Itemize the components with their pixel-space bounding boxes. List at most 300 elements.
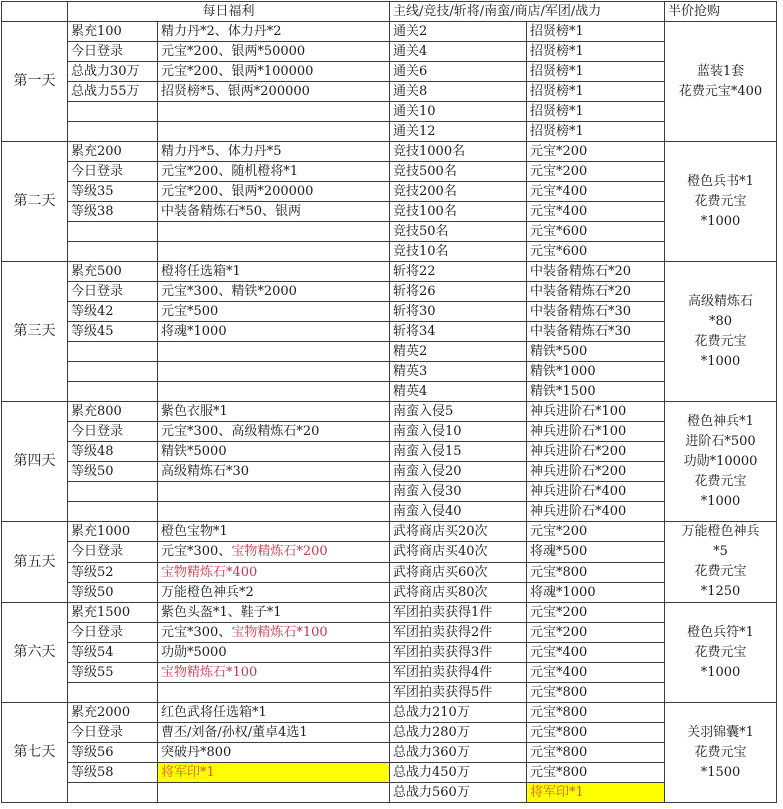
reward-text: 元宝*200、银两*50000 [161, 44, 306, 59]
main-reward [527, 22, 665, 42]
table-row [2, 102, 777, 122]
table-row [2, 362, 777, 382]
daily-condition [68, 242, 158, 262]
daily-reward [158, 202, 390, 222]
half-price-line: 橙色神兵*1 [687, 413, 754, 429]
table-row [2, 122, 777, 142]
half-price-line: *1000 [700, 664, 741, 680]
reward-text: 元宝*300、 [161, 625, 232, 640]
main-reward [527, 763, 665, 783]
half-price-line: 蓝装1套 [696, 63, 745, 79]
main-reward-text: 招贤榜*1 [530, 104, 584, 119]
main-reward-text: 招贤榜*1 [530, 64, 584, 79]
daily-condition: 累充100 [68, 22, 158, 42]
reward-text: 功勋*5000 [161, 645, 227, 660]
main-reward [527, 162, 665, 182]
main-condition: 南蛮入侵20 [390, 462, 527, 482]
main-reward-text: 元宝*800 [530, 705, 588, 720]
table-row [2, 502, 777, 522]
rewards-sheet [1, 1, 776, 807]
half-price-line: 橙色兵符*1 [687, 624, 754, 640]
main-reward-text: 招贤榜*1 [530, 124, 584, 139]
main-reward [527, 783, 665, 803]
main-reward [527, 322, 665, 342]
table-row [2, 783, 777, 803]
main-condition: 总战力560万 [390, 783, 527, 803]
table-row [2, 162, 777, 182]
reward-text: 宝物精炼石*100 [231, 625, 328, 640]
main-reward [527, 382, 665, 402]
half-price-line: 花费元宝 [694, 564, 747, 579]
daily-reward [158, 82, 390, 102]
table-row [2, 142, 777, 162]
daily-condition: 等级50 [68, 462, 158, 482]
half-price-reward [665, 703, 777, 803]
day-label: 第一天 [2, 22, 68, 142]
half-price-reward [665, 22, 777, 142]
main-reward-text: 元宝*400 [530, 184, 588, 199]
table-row [2, 643, 777, 663]
main-condition: 军团拍卖获得4件 [390, 663, 527, 683]
daily-reward [158, 643, 390, 663]
main-condition: 斩将34 [390, 322, 527, 342]
main-condition: 精英4 [390, 382, 527, 402]
table-row [2, 562, 777, 582]
reward-text: 元宝*300、 [161, 544, 232, 560]
daily-condition: 累充1500 [68, 603, 158, 623]
main-reward-text: 元宝*800 [530, 725, 588, 740]
main-reward [527, 122, 665, 142]
main-reward-text: 元宝*800 [530, 745, 588, 760]
daily-condition [68, 683, 158, 703]
reward-text: 橙色宝物*1 [161, 524, 228, 540]
main-reward-text: 元宝*400 [530, 665, 588, 680]
header-daily: 每日福利 [68, 2, 390, 22]
main-condition: 总战力360万 [390, 743, 527, 763]
main-condition: 总战力210万 [390, 703, 527, 723]
main-reward-text: 元宝*800 [530, 765, 588, 780]
daily-reward [158, 783, 390, 803]
daily-condition: 今日登录 [68, 623, 158, 643]
reward-text: 将魂*1000 [161, 324, 227, 339]
reward-text: 将军印*1 [161, 765, 215, 780]
table-row [2, 342, 777, 362]
half-price-reward [665, 522, 777, 603]
main-condition: 军团拍卖获得3件 [390, 643, 527, 663]
reward-text: 元宝*200、银两*100000 [161, 64, 314, 79]
reward-text: 宝物精炼石*200 [231, 544, 328, 560]
day-label: 第三天 [2, 262, 68, 402]
table-row [2, 222, 777, 242]
half-price-line: 万能橙色神兵 [681, 524, 760, 539]
day-label: 第六天 [2, 603, 68, 703]
main-reward-text: 元宝*800 [530, 564, 588, 580]
main-reward [527, 703, 665, 723]
main-condition: 武将商店买60次 [390, 562, 527, 582]
reward-text: 精铁*5000 [161, 444, 227, 459]
daily-reward [158, 22, 390, 42]
main-condition: 武将商店买20次 [390, 522, 527, 542]
daily-reward [158, 442, 390, 462]
reward-text: 元宝*200、银两*200000 [161, 184, 314, 199]
half-price-line: *1000 [700, 353, 741, 369]
daily-condition: 等级52 [68, 562, 158, 582]
table-row [2, 22, 777, 42]
main-reward-text: 元宝*600 [530, 224, 588, 239]
rewards-table [1, 1, 777, 803]
main-reward-text: 将军印*1 [530, 785, 584, 800]
main-condition: 竞技200名 [390, 182, 527, 202]
daily-reward [158, 162, 390, 182]
main-reward-text: 将魂*1000 [530, 584, 596, 600]
main-reward [527, 482, 665, 502]
table-row [2, 262, 777, 282]
main-condition: 总战力280万 [390, 723, 527, 743]
daily-reward [158, 462, 390, 482]
main-reward [527, 202, 665, 222]
half-price-reward [665, 603, 777, 703]
half-price-line: 花费元宝 [694, 644, 747, 660]
table-row [2, 663, 777, 683]
main-reward [527, 663, 665, 683]
daily-condition: 等级56 [68, 743, 158, 763]
daily-reward [158, 42, 390, 62]
daily-condition: 等级45 [68, 322, 158, 342]
daily-reward [158, 262, 390, 282]
half-price-line: *1500 [700, 764, 741, 780]
table-row [2, 582, 777, 602]
main-reward-text: 招贤榜*1 [530, 84, 584, 99]
daily-reward [158, 322, 390, 342]
main-reward [527, 282, 665, 302]
main-reward-text: 中装备精炼石*20 [530, 264, 632, 279]
half-price-line: 花费元宝 [694, 333, 747, 349]
main-condition: 总战力450万 [390, 763, 527, 783]
day-label: 第五天 [2, 522, 68, 603]
header-row [2, 2, 777, 22]
table-row [2, 723, 777, 743]
main-reward-text: 元宝*200 [530, 625, 588, 640]
main-condition: 南蛮入侵30 [390, 482, 527, 502]
daily-condition [68, 362, 158, 382]
main-reward [527, 442, 665, 462]
daily-condition: 等级54 [68, 643, 158, 663]
main-reward [527, 222, 665, 242]
main-reward [527, 643, 665, 663]
daily-reward [158, 222, 390, 242]
main-condition: 精英3 [390, 362, 527, 382]
daily-reward [158, 502, 390, 522]
half-price-line: *1250 [700, 584, 741, 599]
half-price-reward [665, 142, 777, 262]
header-corner [2, 2, 68, 22]
daily-reward [158, 342, 390, 362]
main-reward [527, 582, 665, 602]
daily-condition: 等级35 [68, 182, 158, 202]
table-row [2, 623, 777, 643]
daily-reward [158, 482, 390, 502]
main-reward-text: 元宝*400 [530, 204, 588, 219]
daily-condition [68, 342, 158, 362]
daily-condition: 今日登录 [68, 42, 158, 62]
main-condition: 斩将26 [390, 282, 527, 302]
main-condition: 武将商店买40次 [390, 542, 527, 562]
table-row [2, 763, 777, 783]
main-condition: 竞技1000名 [390, 142, 527, 162]
daily-condition: 等级42 [68, 302, 158, 322]
reward-text: 宝物精炼石*100 [161, 665, 258, 680]
daily-reward [158, 582, 390, 602]
main-condition: 军团拍卖获得5件 [390, 683, 527, 703]
main-reward-text: 精铁*1500 [530, 384, 596, 399]
daily-reward [158, 422, 390, 442]
half-price-line: *80 [708, 313, 733, 329]
half-price-line: 橙色兵书*1 [687, 173, 754, 189]
reward-text: 紫色头盔*1、鞋子*1 [161, 605, 282, 620]
main-reward-text: 精铁*500 [530, 344, 588, 359]
daily-condition: 今日登录 [68, 723, 158, 743]
main-reward [527, 242, 665, 262]
main-condition: 通关8 [390, 82, 527, 102]
half-price-line: 花费元宝*400 [678, 83, 763, 99]
main-reward [527, 502, 665, 522]
main-reward [527, 302, 665, 322]
daily-condition: 累充200 [68, 142, 158, 162]
main-reward [527, 182, 665, 202]
table-row [2, 703, 777, 723]
main-reward [527, 422, 665, 442]
main-condition: 武将商店买80次 [390, 582, 527, 602]
daily-reward [158, 142, 390, 162]
reward-text: 宝物精炼石*400 [161, 564, 258, 580]
reward-text: 元宝*200、随机橙将*1 [161, 164, 299, 179]
main-reward [527, 42, 665, 62]
daily-reward [158, 663, 390, 683]
table-row [2, 302, 777, 322]
half-price-line: *5 [713, 544, 728, 559]
daily-reward [158, 282, 390, 302]
main-condition: 军团拍卖获得2件 [390, 623, 527, 643]
reward-text: 橙将任选箱*1 [161, 264, 241, 279]
reward-text: 元宝*300、高级精炼石*20 [161, 424, 320, 439]
main-reward-text: 中装备精炼石*20 [530, 284, 632, 299]
reward-text: 曹丕/刘备/孙权/董卓4选1 [161, 725, 308, 740]
daily-condition: 累充800 [68, 402, 158, 422]
daily-reward [158, 242, 390, 262]
half-price-line: 花费元宝 [694, 473, 747, 489]
daily-condition: 总战力30万 [68, 62, 158, 82]
reward-text: 元宝*300、精铁*2000 [161, 284, 297, 299]
main-reward [527, 342, 665, 362]
daily-condition: 等级58 [68, 763, 158, 783]
daily-condition [68, 222, 158, 242]
daily-reward [158, 743, 390, 763]
main-reward-text: 神兵进阶石*100 [530, 404, 627, 419]
main-reward-text: 元宝*200 [530, 524, 588, 540]
half-price-line: 进阶石*500 [685, 433, 756, 449]
reward-text: 红色武将任选箱*1 [161, 705, 267, 720]
main-condition: 南蛮入侵10 [390, 422, 527, 442]
table-row [2, 202, 777, 222]
main-reward-text: 元宝*800 [530, 685, 588, 700]
main-condition: 竞技50名 [390, 222, 527, 242]
reward-text: 中装备精炼石*50、银两 [161, 204, 302, 219]
main-condition: 竞技100名 [390, 202, 527, 222]
reward-text: 精力丹*5、体力丹*5 [161, 144, 282, 159]
main-condition: 南蛮入侵15 [390, 442, 527, 462]
main-reward [527, 402, 665, 422]
reward-text: 高级精炼石*30 [161, 464, 250, 479]
half-price-line: *1000 [700, 493, 741, 509]
daily-reward [158, 522, 390, 542]
main-reward [527, 462, 665, 482]
daily-reward [158, 122, 390, 142]
main-reward-text: 招贤榜*1 [530, 44, 584, 59]
main-condition: 通关12 [390, 122, 527, 142]
daily-reward [158, 402, 390, 422]
main-condition: 精英2 [390, 342, 527, 362]
half-price-line: 花费元宝 [694, 744, 747, 760]
table-row [2, 603, 777, 623]
daily-reward [158, 723, 390, 743]
table-row [2, 82, 777, 102]
main-condition: 竞技500名 [390, 162, 527, 182]
main-reward [527, 82, 665, 102]
main-reward-text: 中装备精炼石*30 [530, 324, 632, 339]
main-reward-text: 中装备精炼石*30 [530, 304, 632, 319]
reward-text: 万能橙色神兵*2 [161, 584, 254, 600]
main-reward-text: 神兵进阶石*200 [530, 464, 627, 479]
main-reward-text: 元宝*200 [530, 144, 588, 159]
daily-reward [158, 542, 390, 562]
main-reward [527, 623, 665, 643]
daily-reward [158, 102, 390, 122]
main-reward [527, 723, 665, 743]
half-price-line: 关羽锦囊*1 [687, 724, 754, 740]
main-reward [527, 522, 665, 542]
table-row [2, 522, 777, 542]
daily-condition: 今日登录 [68, 162, 158, 182]
main-reward-text: 元宝*200 [530, 605, 588, 620]
main-reward-text: 神兵进阶石*100 [530, 424, 627, 439]
main-reward-text: 神兵进阶石*200 [530, 444, 627, 459]
main-condition: 斩将22 [390, 262, 527, 282]
half-price-reward [665, 262, 777, 402]
main-condition: 南蛮入侵5 [390, 402, 527, 422]
reward-text: 精力丹*2、体力丹*2 [161, 24, 282, 39]
main-reward-text: 招贤榜*1 [530, 24, 584, 39]
main-reward [527, 603, 665, 623]
half-price-line: 高级精炼石 [688, 293, 754, 309]
table-row [2, 422, 777, 442]
main-reward-text: 将魂*500 [530, 544, 588, 560]
half-price-line: *1000 [700, 213, 741, 229]
daily-condition: 累充1000 [68, 522, 158, 542]
main-condition: 通关10 [390, 102, 527, 122]
daily-condition: 今日登录 [68, 542, 158, 562]
main-condition: 竞技10名 [390, 242, 527, 262]
reward-text: 突破丹*800 [161, 745, 232, 760]
main-condition: 通关6 [390, 62, 527, 82]
daily-reward [158, 362, 390, 382]
table-body [2, 22, 777, 803]
main-reward [527, 262, 665, 282]
main-reward-text: 精铁*1000 [530, 364, 596, 379]
daily-condition [68, 502, 158, 522]
half-price-line: 花费元宝 [694, 193, 747, 209]
main-reward [527, 102, 665, 122]
table-row [2, 42, 777, 62]
table-row [2, 442, 777, 462]
daily-condition: 累充500 [68, 262, 158, 282]
main-condition: 南蛮入侵40 [390, 502, 527, 522]
header-half: 半价抢购 [665, 2, 777, 22]
daily-reward [158, 703, 390, 723]
table-row [2, 683, 777, 703]
daily-reward [158, 603, 390, 623]
table-row [2, 282, 777, 302]
daily-reward [158, 182, 390, 202]
main-reward-text: 神兵进阶石*400 [530, 504, 627, 519]
main-reward [527, 562, 665, 582]
table-row [2, 182, 777, 202]
main-condition: 通关4 [390, 42, 527, 62]
daily-reward [158, 623, 390, 643]
table-row [2, 462, 777, 482]
day-label: 第七天 [2, 703, 68, 803]
main-reward [527, 743, 665, 763]
main-reward [527, 62, 665, 82]
daily-condition: 等级50 [68, 582, 158, 602]
daily-reward [158, 683, 390, 703]
table-row [2, 542, 777, 562]
daily-condition [68, 382, 158, 402]
daily-reward [158, 302, 390, 322]
daily-condition: 等级55 [68, 663, 158, 683]
header-main: 主线/竞技/斩将/南蛮/商店/军团/战力 [390, 2, 665, 22]
reward-text: 元宝*500 [161, 304, 219, 319]
main-reward [527, 683, 665, 703]
table-row [2, 402, 777, 422]
table-row [2, 382, 777, 402]
main-reward-text: 元宝*600 [530, 244, 588, 259]
half-price-line: 功勋*10000 [683, 453, 758, 469]
daily-reward [158, 562, 390, 582]
main-reward [527, 142, 665, 162]
main-reward-text: 神兵进阶石*400 [530, 484, 627, 499]
daily-reward [158, 763, 390, 783]
main-reward [527, 542, 665, 562]
half-price-reward [665, 402, 777, 522]
day-label: 第四天 [2, 402, 68, 522]
daily-reward [158, 62, 390, 82]
daily-condition [68, 122, 158, 142]
table-row [2, 242, 777, 262]
daily-condition [68, 482, 158, 502]
daily-condition: 累充2000 [68, 703, 158, 723]
daily-condition: 等级38 [68, 202, 158, 222]
main-condition: 通关2 [390, 22, 527, 42]
daily-condition [68, 102, 158, 122]
reward-text: 紫色衣服*1 [161, 404, 228, 419]
main-reward-text: 元宝*200 [530, 164, 588, 179]
daily-condition: 等级48 [68, 442, 158, 462]
main-reward [527, 362, 665, 382]
daily-condition [68, 783, 158, 803]
daily-reward [158, 382, 390, 402]
main-condition: 斩将30 [390, 302, 527, 322]
daily-condition: 今日登录 [68, 422, 158, 442]
